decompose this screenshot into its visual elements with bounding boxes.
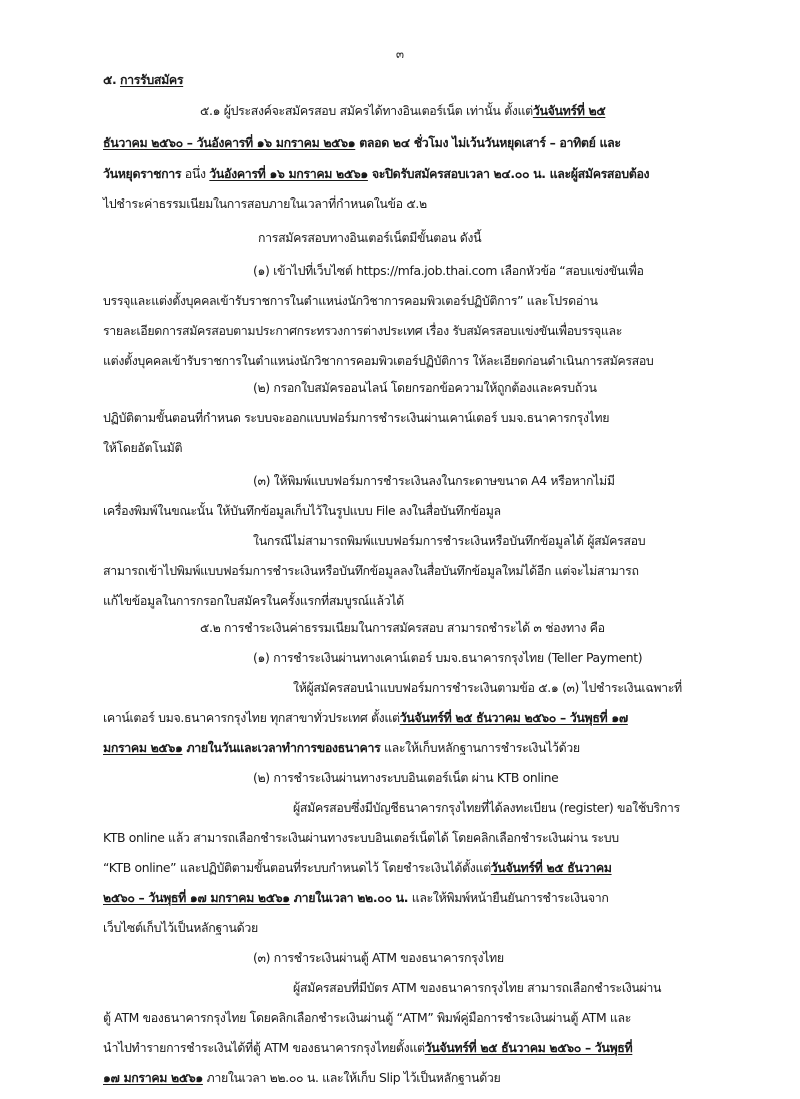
text-run: แก้ไขข้อมูลในการกรอกใบสมัครในครั้งแรกที่สมบูรณ์แล้วได้ — [103, 593, 404, 608]
section-number: ๕. — [103, 72, 117, 87]
text-run: “KTB online” และปฏิบัติตามขั้นตอนที่ระบบกำหนดไว้ โดยชำระเงินได้ตั้งแต่ — [103, 860, 491, 875]
emphasized-date: วันอังคารที่ ๑๖ มกราคม ๒๕๖๑ — [209, 166, 368, 181]
text-run: สามารถเข้าไปพิมพ์แบบฟอร์มการชำระเงินหรือบันทึกข้อมูลลงในสื่อบันทึกข้อมูลใหม่ได้อีก แต่จะไม่สามารถ — [103, 563, 639, 578]
emphasized-date: ๒๕๖๐ – วันพุธที่ ๑๗ มกราคม ๒๕๖๑ — [103, 890, 290, 905]
text-line — [253, 948, 504, 968]
text-run: ๕.๒ การชำระเงินค่าธรรมเนียมในการสมัครสอบ สามารถชำระได้ ๓ ช่องทาง คือ — [200, 620, 605, 635]
text-line — [103, 291, 598, 311]
text-run: เว็บไซต์เก็บไว้เป็นหลักฐานด้วย — [103, 920, 258, 935]
emphasized-date: วันจันทร์ที่ ๒๕ ธันวาคม — [490, 860, 612, 875]
text-run: และให้เก็บหลักฐานการชำระเงินไว้ด้วย — [380, 740, 580, 755]
text-line — [103, 1008, 631, 1028]
text-line — [103, 164, 649, 184]
emphasized-date: วันจันทร์ที่ ๒๕ ธันวาคม ๒๕๖๐ – วันพุธที่ ๑๗ — [399, 710, 628, 725]
text-line — [103, 194, 427, 214]
text-run: แต่งตั้งบุคคลเข้ารับราชการในตำแหน่งนักวิชาการคอมพิวเตอร์ปฏิบัติการ ให้ละเอียดก่อนดำเนินการสมัครสอบ — [103, 353, 654, 368]
text-line — [103, 321, 622, 341]
text-line — [103, 858, 612, 878]
text-line — [293, 798, 680, 818]
text-line — [103, 561, 639, 581]
section-title: การรับสมัคร — [119, 72, 184, 87]
text-run: เคาน์เตอร์ บมจ.ธนาคารกรุงไทย ทุกสาขาทั่วประเทศ ตั้งแต่ — [103, 710, 400, 725]
text-line — [253, 648, 642, 668]
text-run: ผู้สมัครสอบที่มีบัตร ATM ของธนาคารกรุงไทย สามารถเลือกชำระเงินผ่าน — [293, 980, 662, 995]
text-line — [253, 378, 597, 398]
section-heading — [103, 70, 183, 90]
text-line — [253, 471, 615, 491]
emphasized-date: วันจันทร์ที่ ๒๕ ธันวาคม ๒๕๖๐ – วันพุธที่ — [424, 1040, 633, 1055]
text-run: ภายในเวลา ๒๒.๐๐ น. — [289, 890, 409, 905]
text-line — [103, 1068, 500, 1088]
text-run: ภายในเวลา ๒๒.๐๐ น. และให้เก็บ Slip ไว้เป็นหลักฐานด้วย — [202, 1070, 501, 1085]
text-line — [103, 918, 258, 938]
text-line — [103, 501, 501, 521]
text-run: ภายในวันและเวลาทำการของธนาคาร — [182, 740, 381, 755]
text-line — [293, 678, 682, 698]
text-line — [103, 888, 609, 908]
text-run: ตู้ ATM ของธนาคารกรุงไทย โดยคลิกเลือกชำระเงินผ่านตู้ “ATM” พิมพ์คู่มือการชำระเงินผ่านตู้ ATM และ — [103, 1010, 632, 1025]
emphasized-date: วันจันทร์ที่ ๒๕ — [532, 103, 606, 118]
text-run: นำไปทำรายการชำระเงินได้ที่ตู้ ATM ของธนาคารกรุงไทยตั้งแต่ — [103, 1040, 425, 1055]
text-line — [103, 738, 580, 758]
text-run: ในกรณีไม่สามารถพิมพ์แบบฟอร์มการชำระเงินหรือบันทึกข้อมูลได้ ผู้สมัครสอบ — [253, 533, 646, 548]
emphasized-date: ๑๗ มกราคม ๒๕๖๑ — [103, 1070, 203, 1085]
text-line — [253, 768, 558, 788]
text-run: อนึ่ง — [181, 166, 210, 181]
text-run: เครื่องพิมพ์ในขณะนั้น ให้บันทึกข้อมูลเก็บไว้ในรูปแบบ File ลงในสื่อบันทึกข้อมูล — [103, 503, 501, 518]
text-run: ๕.๑ ผู้ประสงค์จะสมัครสอบ สมัครได้ทางอินเตอร์เน็ต เท่านั้น ตั้งแต่ — [200, 103, 533, 118]
text-run: ปฏิบัติตามขั้นตอนที่กำหนด ระบบจะออกแบบฟอร์มการชำระเงินผ่านเคาน์เตอร์ บมจ.ธนาคารกรุงไทย — [103, 410, 610, 425]
text-run: (๑) เข้าไปที่เว็บไซต์ https://mfa.job.thai.com เลือกหัวข้อ “สอบแข่งขันเพื่อ — [253, 263, 644, 278]
text-run: การสมัครสอบทางอินเตอร์เน็ตมีขั้นตอน ดังนี้ — [258, 230, 482, 245]
text-run: (๒) การชำระเงินผ่านทางระบบอินเตอร์เน็ต ผ่าน KTB online — [253, 770, 559, 785]
text-run: (๑) การชำระเงินผ่านทางเคาน์เตอร์ บมจ.ธนาคารกรุงไทย (Teller Payment) — [253, 650, 643, 665]
text-run: ตลอด ๒๔ ชั่วโมง ไม่เว้นวันหยุดเสาร์ – อาทิตย์ และ — [355, 135, 621, 150]
text-run: ให้โดยอัตโนมัติ — [103, 440, 183, 455]
text-run: บรรจุและแต่งตั้งบุคคลเข้ารับราชการในตำแหน่งนักวิชาการคอมพิวเตอร์ปฏิบัติการ” และโปรดอ่าน — [103, 293, 598, 308]
text-line — [103, 438, 182, 458]
text-line — [253, 261, 644, 281]
text-run: จะปิดรับสมัครสอบเวลา ๒๔.๐๐ น. และผู้สมัครสอบต้อง — [367, 166, 650, 181]
text-line — [253, 531, 645, 551]
text-line — [200, 101, 605, 121]
text-run: และให้พิมพ์หน้ายืนยันการชำระเงินจาก — [408, 890, 609, 905]
page-number: ๓ — [395, 47, 405, 61]
text-run: วันหยุดราชการ — [103, 166, 182, 181]
text-line — [103, 591, 404, 611]
text-line — [200, 618, 605, 638]
text-run: (๓) การชำระเงินผ่านตู้ ATM ของธนาคารกรุงไทย — [253, 950, 504, 965]
text-run: KTB online แล้ว สามารถเลือกชำระเงินผ่านทางระบบอินเตอร์เน็ตได้ โดยคลิกเลือกชำระเงินผ่าน ระบบ — [103, 830, 619, 845]
text-line — [103, 351, 653, 371]
emphasized-date: มกราคม ๒๕๖๑ — [103, 740, 183, 755]
text-line — [103, 828, 619, 848]
text-line — [103, 408, 609, 428]
text-line — [103, 1038, 632, 1058]
text-line — [103, 133, 621, 153]
text-line — [293, 978, 661, 998]
text-run: ผู้สมัครสอบซึ่งมีบัญชีธนาคารกรุงไทยที่ได้ลงทะเบียน (register) ขอใช้บริการ — [293, 800, 680, 815]
text-run: ให้ผู้สมัครสอบนำแบบฟอร์มการชำระเงินตามข้อ ๕.๑ (๓) ไปชำระเงินเฉพาะที่ — [293, 680, 682, 695]
text-line — [258, 228, 481, 248]
text-line — [103, 708, 628, 728]
text-run: ไปชำระค่าธรรมเนียมในการสอบภายในเวลาที่กำหนดในข้อ ๕.๒ — [103, 196, 427, 211]
emphasized-date: ธันวาคม ๒๕๖๐ – วันอังคารที่ ๑๖ มกราคม ๒๕๖๑ — [103, 135, 356, 150]
text-run: รายละเอียดการสมัครสอบตามประกาศกระทรวงการต่างประเทศ เรื่อง รับสมัครสอบแข่งขันเพื่อบรรจุและ — [103, 323, 623, 338]
text-run: (๓) ให้พิมพ์แบบฟอร์มการชำระเงินลงในกระดาษขนาด A4 หรือหากไม่มี — [253, 473, 615, 488]
text-run: (๒) กรอกใบสมัครออนไลน์ โดยกรอกข้อความให้ถูกต้องและครบถ้วน — [253, 380, 597, 395]
